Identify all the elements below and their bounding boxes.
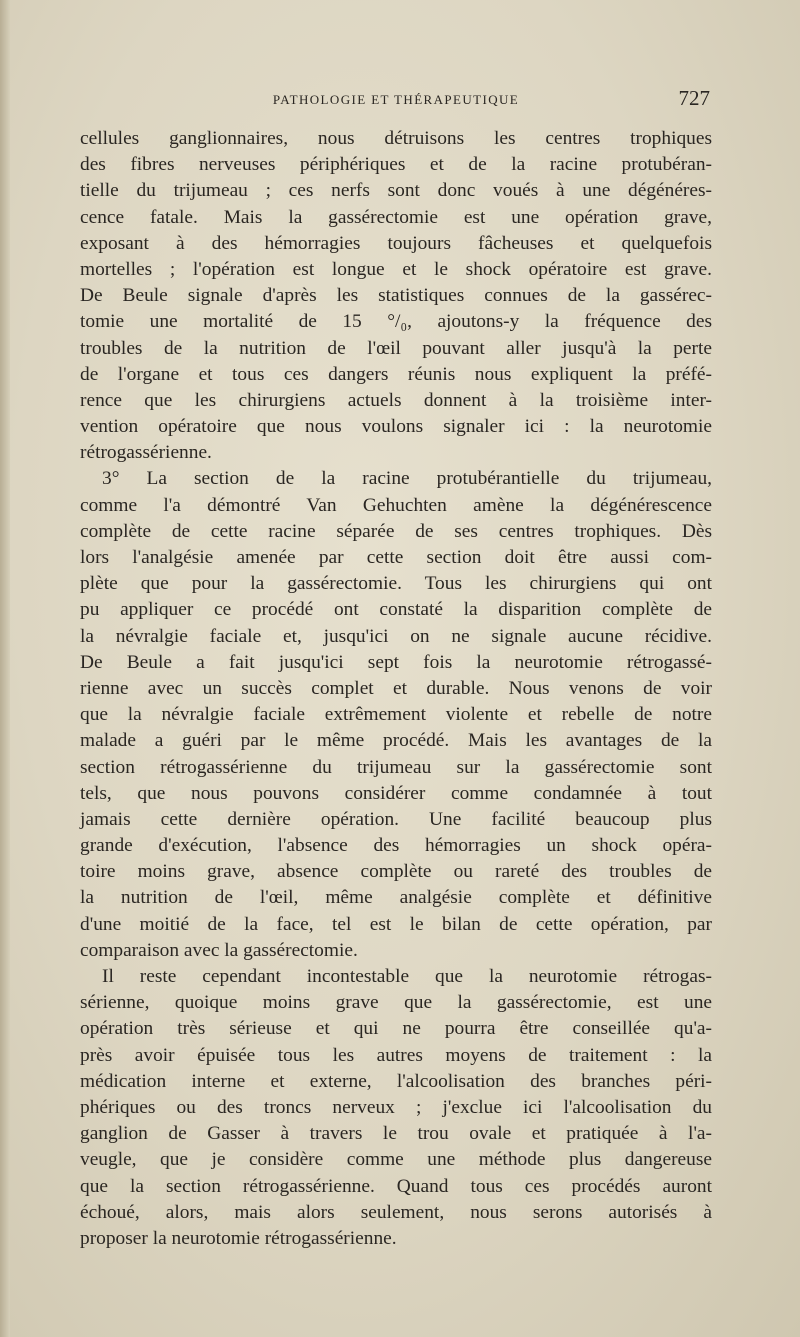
text-line: plète que pour la gassérectomie. Tous les chirurgiens qui ont <box>80 573 712 595</box>
text-line: rienne avec un succès complet et durable. Nous venons de voir <box>80 677 712 699</box>
text-line: rence que les chirurgiens actuels donnent à la troisième inter- <box>80 389 712 411</box>
text-line: que la névralgie faciale extrêmement violente et rebelle de notre <box>80 704 712 726</box>
text-line: lors l'analgésie amenée par cette section doit être aussi com- <box>80 547 712 568</box>
text-line: tels, que nous pouvons considérer comme condamnée à tout <box>80 782 712 804</box>
text-line: exposant à des hémorragies toujours fâcheuses et quelquefois <box>80 232 712 254</box>
text-line: cence fatale. Mais la gassérectomie est une opération grave, <box>80 206 712 228</box>
text-line: grande d'exécution, l'absence des hémorragies un shock opéra- <box>80 835 712 857</box>
text-line: des fibres nerveuses périphériques et de la racine protubéran- <box>80 154 712 176</box>
body-text <box>80 126 712 1252</box>
text-line: la nutrition de l'œil, même analgésie complète et définitive <box>80 887 712 909</box>
text-line: médication interne et externe, l'alcoolisation des branches péri- <box>80 1070 712 1092</box>
text-line: près avoir épuisée tous les autres moyens de traitement : la <box>80 1044 712 1066</box>
text-line: troubles de la nutrition de l'œil pouvant aller jusqu'à la perte <box>80 337 712 359</box>
text-line: que la section rétrogassérienne. Quand tous ces procédés auront <box>80 1175 712 1197</box>
text-line: tomie une mortalité de 15 °/₀, ajoutons-y la fréquence des <box>80 311 712 333</box>
text-line: vention opératoire que nous voulons signaler ici : la neurotomie <box>80 416 712 438</box>
text-line: malade a guéri par le même procédé. Mais les avantages de la <box>80 730 712 752</box>
text-line: De Beule a fait jusqu'ici sept fois la neurotomie rétrogassé- <box>80 651 712 673</box>
text-line: échoué, alors, mais alors seulement, nous serons autorisés à <box>80 1201 712 1223</box>
text-line: jamais cette dernière opération. Une facilité beaucoup plus <box>80 808 712 830</box>
text-line: proposer la neurotomie rétrogassérienne. <box>80 1227 397 1249</box>
text-line: section rétrogassérienne du trijumeau sur la gassérectomie sont <box>80 756 712 778</box>
text-line: ganglion de Gasser à travers le trou ovale et pratiquée à l'a- <box>80 1123 712 1145</box>
text-line: mortelles ; l'opération est longue et le shock opératoire est grave. <box>80 258 712 280</box>
text-line: De Beule signale d'après les statistiques connues de la gassérec- <box>80 285 712 307</box>
text-line: phériques ou des troncs nerveux ; j'exclue ici l'alcoolisation du <box>80 1096 712 1118</box>
text-line: de l'organe et tous ces dangers réunis nous expliquent la préfé- <box>80 363 712 385</box>
text-line: Il reste cependant incontestable que la neurotomie rétrogas- <box>102 966 712 987</box>
page-binding-edge <box>0 0 10 1337</box>
running-title: PATHOLOGIE ET THÉRAPEUTIQUE <box>272 92 520 107</box>
page-header <box>80 88 712 112</box>
text-line: pu appliquer ce procédé ont constaté la disparition complète de <box>80 599 712 621</box>
text-line: tielle du trijumeau ; ces nerfs sont donc voués à une dégénéres- <box>80 180 712 202</box>
text-line: 3° La section de la racine protubérantielle du trijumeau, <box>102 468 712 490</box>
text-line: comparaison avec la gassérectomie. <box>80 939 358 961</box>
text-line: la névralgie faciale et, jusqu'ici on ne signale aucune récidive. <box>80 625 712 647</box>
text-line: d'une moitié de la face, tel est le bilan de cette opération, par <box>80 913 712 935</box>
text-line: comme l'a démontré Van Gehuchten amène la dégénérescence <box>80 494 712 516</box>
text-line: sérienne, quoique moins grave que la gassérectomie, est une <box>80 992 712 1014</box>
page-number: 727 <box>678 86 710 110</box>
text-line: opération très sérieuse et qui ne pourra être conseillée qu'a- <box>80 1018 712 1040</box>
text-line: veugle, que je considère comme une méthode plus dangereuse <box>80 1149 712 1171</box>
text-line: complète de cette racine séparée de ses centres trophiques. Dès <box>80 520 712 542</box>
text-line: cellules ganglionnaires, nous détruisons les centres trophiques <box>80 128 712 149</box>
text-line: toire moins grave, absence complète ou rareté des troubles de <box>80 861 712 883</box>
text-line: rétrogassérienne. <box>80 442 212 464</box>
